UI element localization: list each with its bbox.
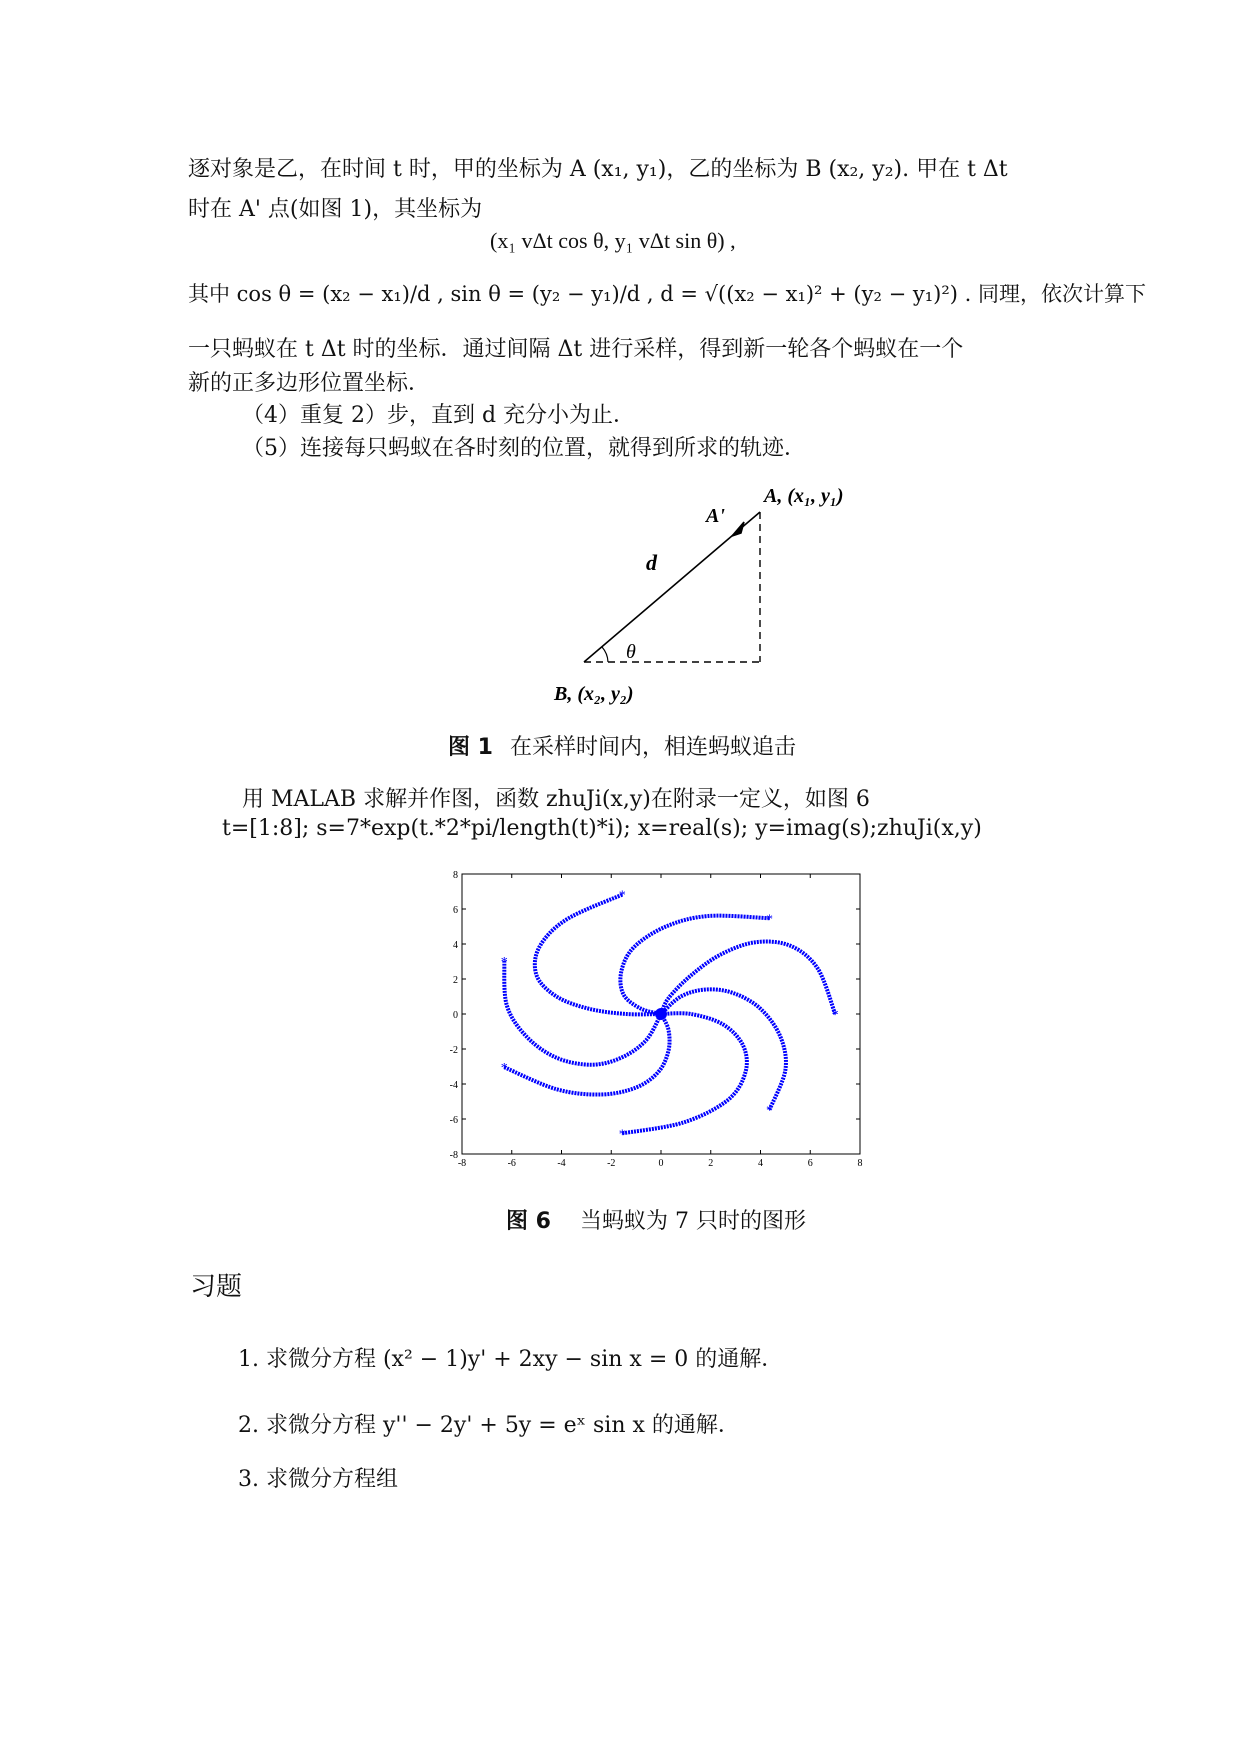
label-A: A, (x₁, y₁)	[764, 485, 844, 507]
figure-1-caption-number: 图 1	[448, 735, 493, 760]
step-4: （4）重复 2）步，直到 d 充分小为止．	[242, 403, 636, 428]
center-point	[655, 1008, 667, 1020]
x-tick-label: -4	[557, 1158, 566, 1168]
x-tick-label: 8	[857, 1158, 863, 1168]
figure-1-diagram	[520, 478, 880, 718]
x-tick-label: -2	[607, 1158, 616, 1168]
paragraph-line-5: 新的正多边形位置坐标．	[188, 371, 431, 396]
x-tick-label: 0	[658, 1158, 664, 1168]
arrowhead	[732, 522, 744, 536]
figure-1-caption-text: 在采样时间内，相连蚂蚁追击	[509, 735, 796, 760]
code-intro: 用 MALAB 求解并作图，函数 zhuJi(x,y)在附录一定义，如图 6	[242, 787, 870, 812]
figure-1-caption	[448, 730, 796, 761]
exercise-3: 3. 求微分方程组	[238, 1467, 398, 1492]
exercises-heading: 习题	[190, 1272, 243, 1302]
y-tick-label: 6	[453, 905, 458, 916]
start-marker-6: *	[618, 1127, 626, 1143]
exercise-2: 2. 求微分方程 y'' − 2y' + 5y = eˣ sin x 的通解．	[238, 1413, 740, 1438]
formula-line: 其中 cos θ = (x₂ − x₁)/d , sin θ = (y₂ − y₁)/d , d = √((x₂ − x₁)² + (y₂ − y₁)²) . 同理，依次计算下	[188, 282, 1146, 306]
paragraph-line-4: 一只蚂蚁在 t Δt 时的坐标．通过间隔 Δt 进行采样，得到新一轮各个蚂蚁在一个	[188, 337, 964, 362]
y-tick-label: 4	[453, 940, 458, 951]
y-tick-label: -6	[449, 1115, 458, 1126]
label-Aprime: A'	[706, 505, 725, 527]
label-d: d	[646, 550, 657, 575]
code-line: t=[1:8]; s=7*exp(t.*2*pi/length(t)*i); x=real(s); y=imag(s);zhuJi(x,y)	[222, 816, 982, 841]
x-tick-label: -6	[507, 1158, 516, 1168]
label-theta: θ	[626, 641, 636, 663]
y-tick-label: -2	[449, 1045, 458, 1056]
label-B: B, (x₂, y₂)	[554, 683, 634, 705]
paragraph-line-1: 逐对象是乙，在时间 t 时，甲的坐标为 A (x₁, y₁)，乙的坐标为 B (x₂, y₂). 甲在 t Δt	[188, 157, 1008, 182]
x-tick-label: -8	[457, 1158, 467, 1168]
figure-6-caption-text: 当蚂蚁为 7 只时的图形	[579, 1209, 806, 1234]
step-5: （5）连接每只蚂蚁在各时刻的位置，就得到所求的轨迹．	[242, 436, 806, 461]
start-marker-5: *	[500, 1061, 508, 1077]
exercise-1: 1. 求微分方程 (x² − 1)y' + 2xy − sin x = 0 的通解．	[238, 1347, 784, 1372]
y-tick-label: -8	[449, 1150, 458, 1161]
y-tick-label: 8	[453, 870, 458, 881]
x-tick-label: 4	[758, 1158, 763, 1168]
x-tick-label: 2	[708, 1158, 714, 1168]
formula-center: (x₁ vΔt cos θ, y₁ vΔt sin θ) ,	[490, 228, 736, 253]
figure-6-caption-number: 图 6	[506, 1209, 551, 1234]
y-tick-label: 0	[453, 1010, 458, 1021]
theta-arc	[602, 647, 608, 662]
y-tick-label: 2	[453, 975, 458, 986]
y-tick-label: -4	[449, 1080, 458, 1091]
start-marker-3: *	[618, 888, 626, 904]
figure-6-caption	[506, 1204, 806, 1235]
start-marker-2: *	[765, 912, 773, 928]
start-marker-7: *	[765, 1103, 773, 1119]
figure-6-chart	[440, 868, 870, 1168]
start-marker-1: *	[831, 1008, 839, 1023]
x-tick-label: 6	[807, 1158, 813, 1168]
paragraph-line-2: 时在 A' 点(如图 1)，其坐标为	[188, 197, 483, 222]
start-marker-4: *	[500, 954, 508, 970]
